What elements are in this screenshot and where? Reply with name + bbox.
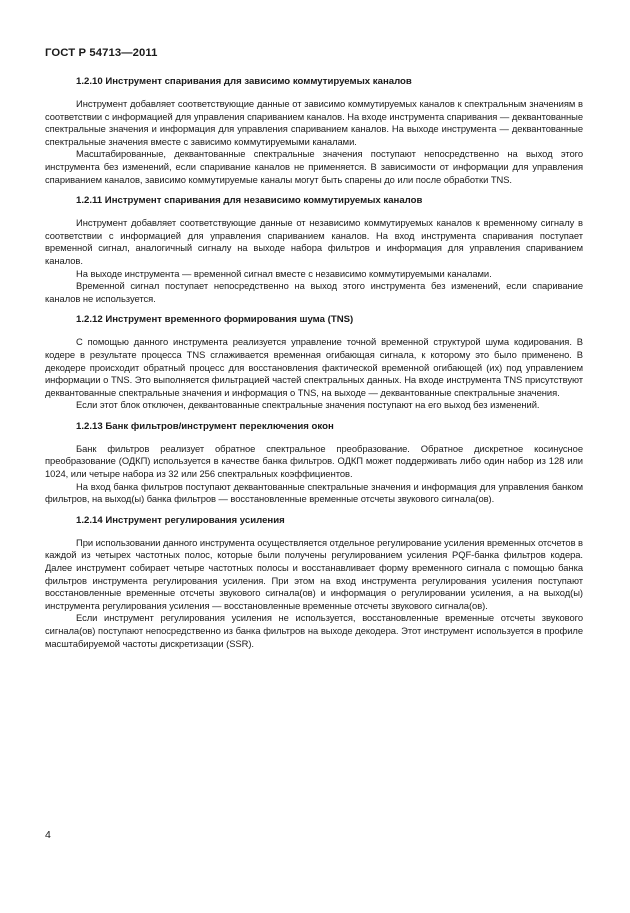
document-body <box>45 76 583 650</box>
document-header: ГОСТ Р 54713—2011 <box>45 47 158 59</box>
paragraph: Временной сигнал поступает непосредственно на выход этого инструмента без изменений, если спаривание каналов не используется. <box>45 280 583 304</box>
section-title: 1.2.10 Инструмент спаривания для зависимо коммутируемых каналов <box>76 76 412 87</box>
section-1-2-12 <box>45 314 583 412</box>
paragraph: На вход банка фильтров поступают деквантованные спектральные значения и информация для управления банком фильтров, на выход(ы) банка фильтров — восстановленные временные отсчеты звукового сигнала(ов). <box>45 480 583 505</box>
section-1-2-11 <box>45 195 583 305</box>
section-title: 1.2.13 Банк фильтров/инструмент переключения окон <box>76 420 334 432</box>
paragraph: При использовании данного инструмента осуществляется отдельное регулирование усиления временных отсчетов в каждой из четырех частотных полос, которые были получены регулированием усиления PQF-банка фильтров кодера. Далее инструмент собирает четыре частотных полосы и восстанавливает форму временного сигнала с помощью банка фильтров инструмента регулирования усиления. При этом на вход инструмента регулирования усиления поступают восстановленные временные отсчеты звукового сигнала(ов) и информация о регулировании усиления, а на выход(ы) инструмента регулирования усиления — восстановленные временные отсчеты звукового сигнала(ов). <box>45 536 583 611</box>
section-title: 1.2.11 Инструмент спаривания для независимо коммутируемых каналов <box>76 195 423 207</box>
paragraph: Инструмент добавляет соответствующие данные от независимо коммутируемых каналов к временному сигналу в соответствии с информацией для управления спариванием каналов. На вход инструмента спаривания поступает временной сигнал, аналогичный сигналу на выходе набора фильтров и информация для управления спариванием каналов. <box>45 217 583 266</box>
section-1-2-14 <box>45 515 583 650</box>
paragraph: Банк фильтров реализует обратное спектральное преобразование. Обратное дискретное косинусное преобразование (ОДКП) используется в качестве банка фильтров. ОДКП может поддерживать либо один набор из 128 или 1024, или четыре набора из 32 или 256 спектральных коэффициентов. <box>45 442 583 480</box>
paragraph: На выходе инструмента — временной сигнал вместе с независимо коммутируемыми каналами. <box>76 267 492 279</box>
section-1-2-13 <box>45 421 583 506</box>
page-number: 4 <box>45 829 51 841</box>
paragraph: Инструмент добавляет соответствующие данные от зависимо коммутируемых каналов к спектральным значениям в соответствии с информацией для управления спариванием каналов. На входе инструмента спаривания — деквантованные спектральные значения и информация для управления спариванием каналов. На выходе инструмента — деквантованные спектральные значения вместе с зависимо коммутируемыми каналами. <box>45 98 583 147</box>
section-1-2-10 <box>45 76 583 186</box>
paragraph: Если этот блок отключен, деквантованные спектральные значения поступают на его выход без изменений. <box>76 399 540 411</box>
paragraph: С помощью данного инструмента реализуется управление точной временной структурой шума кодирования. В кодере в результате процесса TNS сглаживается временная огибающая сигнала, к которому это было применено. В декодере происходит обратный процесс для восстановления фактической временной огибающей (их) под управлением информации о TNS. Это выполняется фильтрацией частей спектральных данных. На входе инструмента TNS присутствуют деквантованные спектральные значения и информация о TNS, на выходе — деквантованные спектральные значения. <box>45 336 583 398</box>
paragraph: Масштабированные, деквантованные спектральные значения поступают непосредственно на выход этого инструмента без изменений, если спаривание каналов не применяется. В зависимости от информации для управления спариванием каналов, зависимо коммутируемые каналы могут быть спарены до или после обработки TNS. <box>45 148 583 185</box>
section-title: 1.2.12 Инструмент временного формирования шума (TNS) <box>76 314 354 326</box>
section-title: 1.2.14 Инструмент регулирования усиления <box>76 514 285 526</box>
paragraph: Если инструмент регулирования усиления не используется, восстановленные временные отсчеты звукового сигнала(ов) поступают непосредственно из банка фильтров на выходе декодера. Этот инструмент используется в профиле масштабируемой частоты дискретизации (SSR). <box>45 612 583 649</box>
